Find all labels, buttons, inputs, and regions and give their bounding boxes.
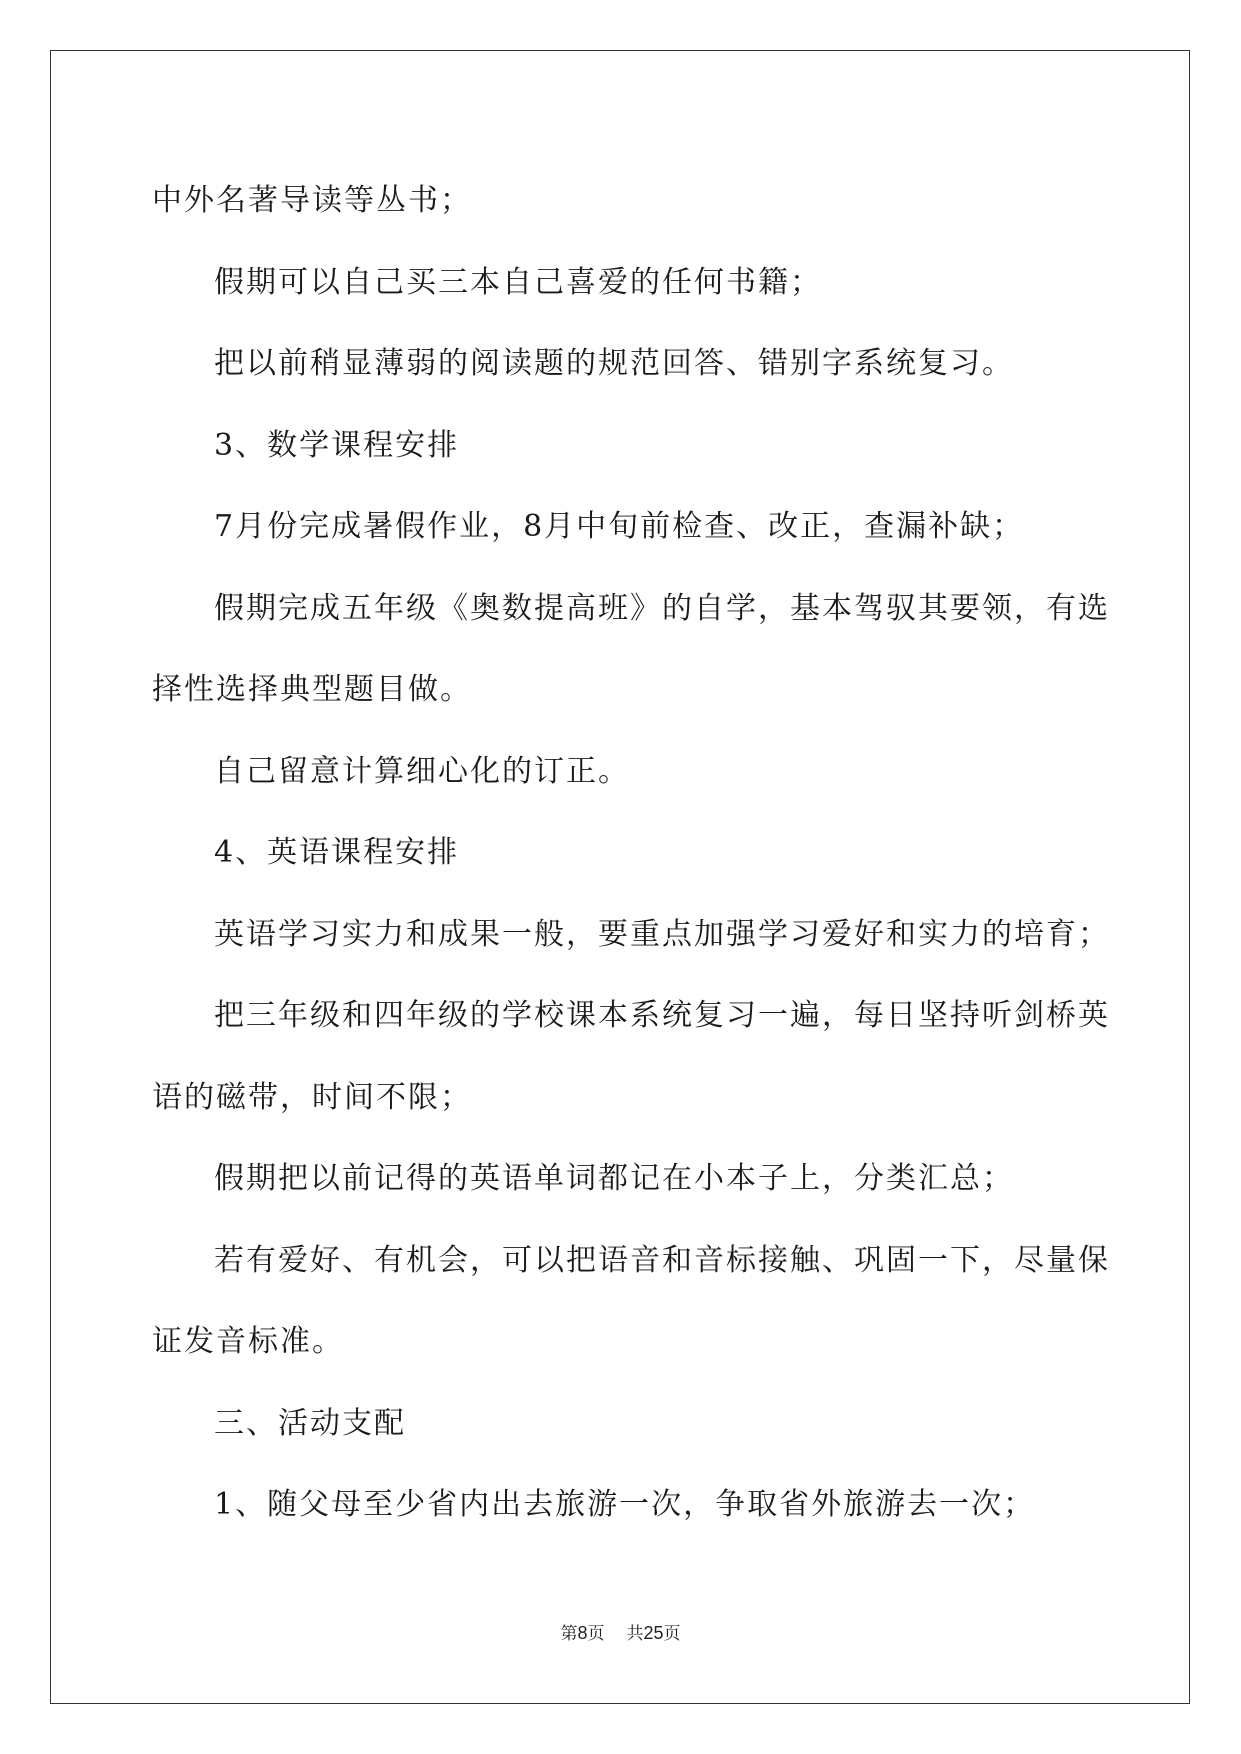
paragraph: 英语学习实力和成果一般，要重点加强学习爱好和实力的培育； xyxy=(214,916,1110,952)
paragraph: 择性选择典型题目做。 xyxy=(152,672,472,707)
paragraph: 把以前稍显薄弱的阅读题的规范回答、错别字系统复习。 xyxy=(214,346,1014,381)
paragraph: 自己留意计算细心化的订正。 xyxy=(214,753,630,789)
paragraph: 中外名著导读等丛书； xyxy=(152,183,472,218)
total-prefix: 共 xyxy=(626,1624,644,1644)
paragraph: 假期完成五年级《奥数提高班》的自学，基本驾驭其要领，有选 xyxy=(214,590,1110,626)
total-suffix: 页 xyxy=(663,1624,681,1644)
paragraph: 三、活动支配 xyxy=(214,1405,406,1441)
paragraph: 4、英语课程安排 xyxy=(214,835,460,870)
paragraph: 语的磁带，时间不限； xyxy=(152,1079,472,1115)
page-footer xyxy=(0,1619,1241,1644)
paragraph: 3、数学课程安排 xyxy=(214,427,460,463)
page-number: 8 xyxy=(577,1623,588,1643)
paragraph: 证发音标准。 xyxy=(152,1324,344,1359)
paragraph: 假期可以自己买三本自己喜爱的任何书籍； xyxy=(214,264,822,300)
paragraph: 1、随父母至少省内出去旅游一次，争取省外旅游去一次； xyxy=(214,1487,1036,1522)
page-prefix: 第 xyxy=(560,1624,578,1644)
paragraph: 假期把以前记得的英语单词都记在小本子上，分类汇总； xyxy=(214,1161,1014,1196)
total-pages: 25 xyxy=(643,1623,664,1643)
document-body xyxy=(152,160,1110,1546)
page-suffix: 页 xyxy=(587,1624,605,1644)
paragraph: 把三年级和四年级的学校课本系统复习一遍，每日坚持听剑桥英 xyxy=(214,998,1110,1033)
paragraph: 7月份完成暑假作业，8月中旬前检查、改正，查漏补缺； xyxy=(214,509,1025,544)
paragraph: 若有爱好、有机会，可以把语音和音标接触、巩固一下，尽量保 xyxy=(214,1242,1110,1278)
